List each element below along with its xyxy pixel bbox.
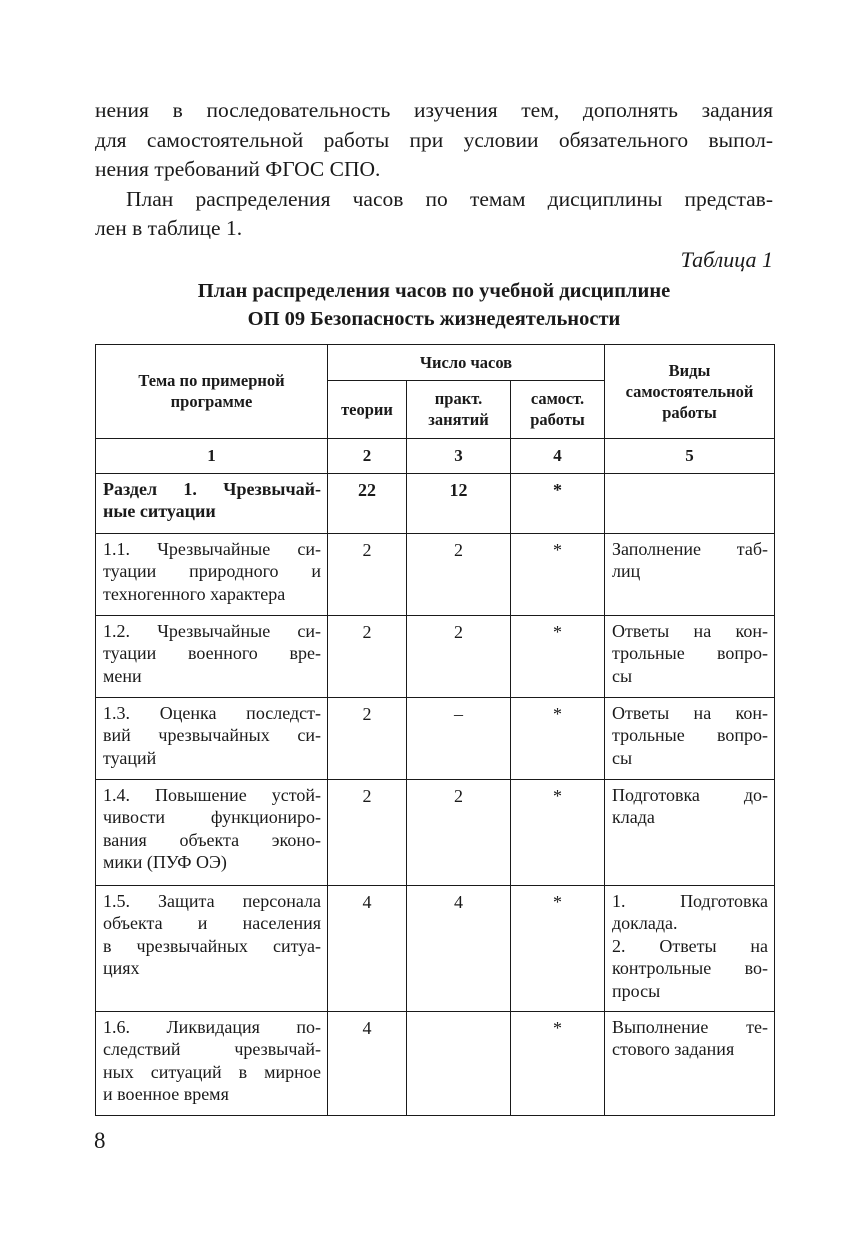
work-type-cell [605,615,775,697]
table-row [96,697,775,779]
cell-line: трольные вопро- [612,725,768,745]
topic-cell [96,885,328,1011]
intro-paragraph-1 [95,96,773,185]
page-number: 8 [94,1128,106,1153]
theory-hours-cell: 4 [328,885,407,1011]
work-type-cell [605,779,775,885]
cell-line: мики (ПУФ ОЭ) [103,852,227,872]
cell-line: лиц [612,561,641,581]
table-title-line: План распределения часов по учебной дисциплине [197,279,671,302]
cell-line: техногенного характера [103,583,286,604]
topic-cell [96,779,328,885]
cell-line: туаций [103,747,157,768]
cell-line: Подготовка до- [612,784,768,805]
cell-line: циях [103,958,140,978]
cell-line: 1.5. Защита персонала [103,890,321,911]
theory-hours-cell: 22 [328,473,407,533]
theory-hours-cell: 2 [328,615,407,697]
cell-line: 1.3. Оценка последст- [103,702,321,723]
table-row [96,473,775,533]
cell-line: мени [103,665,142,686]
cell-line: 1.4. Повышение устой- [103,784,321,805]
practice-hours-cell: 2 [407,779,511,885]
topic-cell [96,473,328,533]
theory-hours-cell: 4 [328,1011,407,1115]
practice-hours-cell: 2 [407,615,511,697]
cell-line: Выполнение те- [612,1016,768,1037]
table-row [96,885,775,1011]
self-study-cell: * [511,1011,605,1115]
text-line: для самостоятельной работы при условии обязательного выпол- [95,127,773,152]
topic-cell [96,533,328,615]
self-study-cell: * [511,885,605,1011]
cell-line: стового задания [612,1039,735,1059]
cell-line: 1.2. Чрезвычайные си- [103,620,321,641]
work-type-cell [605,697,775,779]
practice-hours-cell: – [407,697,511,779]
cell-line: 1. Подготовка [612,890,768,911]
topic-cell [96,697,328,779]
intro-paragraph-2 [95,185,773,244]
practice-hours-cell: 2 [407,533,511,615]
table-title-line: ОП 09 Безопасность жизнедеятельности [247,307,621,330]
cell-line: контрольные во- [612,958,768,978]
table-row [96,1011,775,1115]
work-type-cell [605,1011,775,1115]
cell-line: 1.1. Чрезвычайные си- [103,538,321,559]
topic-cell [96,615,328,697]
practice-hours-cell: 12 [407,473,511,533]
cell-line: Ответы на кон- [612,702,768,723]
table-row [96,615,775,697]
work-type-cell [605,533,775,615]
theory-hours-cell: 2 [328,779,407,885]
cell-line: объекта и населения [103,913,321,933]
text-line: нения требований ФГОС СПО. [95,157,381,181]
self-study-cell: * [511,473,605,533]
self-study-cell: * [511,533,605,615]
cell-line: туации военного вре- [103,643,321,663]
practice-hours-cell: 4 [407,885,511,1011]
cell-line: сы [612,665,633,686]
cell-line: чивости функциониро- [103,807,321,827]
column-number: 3 [407,438,511,473]
header-hours-group: Число часов [328,344,605,380]
cell-line: просы [612,980,661,1001]
cell-line: следствий чрезвычай- [103,1039,321,1059]
column-numbers-row [96,438,775,473]
column-number: 1 [96,438,328,473]
table-row [96,779,775,885]
header-work-types: Виды самостоятельной работы [605,344,775,438]
cell-line: 2. Ответы на [612,935,768,956]
cell-line: доклада. [612,913,678,933]
cell-line: в чрезвычайных ситуа- [103,935,321,956]
column-number: 5 [605,438,775,473]
cell-line: и военное время [103,1084,229,1104]
cell-line: клада [612,807,655,827]
theory-hours-cell: 2 [328,697,407,779]
page-body [95,96,773,1116]
self-study-cell: * [511,615,605,697]
column-number: 4 [511,438,605,473]
cell-line: Раздел 1. Чрезвычай- [103,478,321,499]
header-self-study: самост. работы [511,380,605,438]
cell-line: ных ситуаций в мирное [103,1061,321,1082]
cell-line: вания объекта эконо- [103,829,321,850]
header-topic: Тема по примерной программе [96,344,328,438]
cell-line: туации природного и [103,561,321,581]
hours-distribution-table [95,344,775,1116]
cell-line: 1.6. Ликвидация по- [103,1016,321,1037]
cell-line: ные ситуации [103,501,216,521]
table-row [96,533,775,615]
work-type-cell [605,473,775,533]
work-type-cell [605,885,775,1011]
header-theory: теории [328,380,407,438]
self-study-cell: * [511,697,605,779]
cell-line: трольные вопро- [612,643,768,663]
text-line: План распределения часов по темам дисциплины представ- [126,186,773,211]
table-caption: Таблица 1 [680,246,773,272]
theory-hours-cell: 2 [328,533,407,615]
header-practice: практ. занятий [407,380,511,438]
text-line: нения в последовательность изучения тем, дополнять задания [95,98,773,122]
column-number: 2 [328,438,407,473]
table-title [95,277,773,333]
cell-line: сы [612,747,633,768]
cell-line: Ответы на кон- [612,620,768,641]
topic-cell [96,1011,328,1115]
cell-line: вий чрезвычайных си- [103,725,321,745]
text-line: лен в таблице 1. [95,216,243,240]
practice-hours-cell [407,1011,511,1115]
self-study-cell: * [511,779,605,885]
cell-line: Заполнение таб- [612,538,768,559]
